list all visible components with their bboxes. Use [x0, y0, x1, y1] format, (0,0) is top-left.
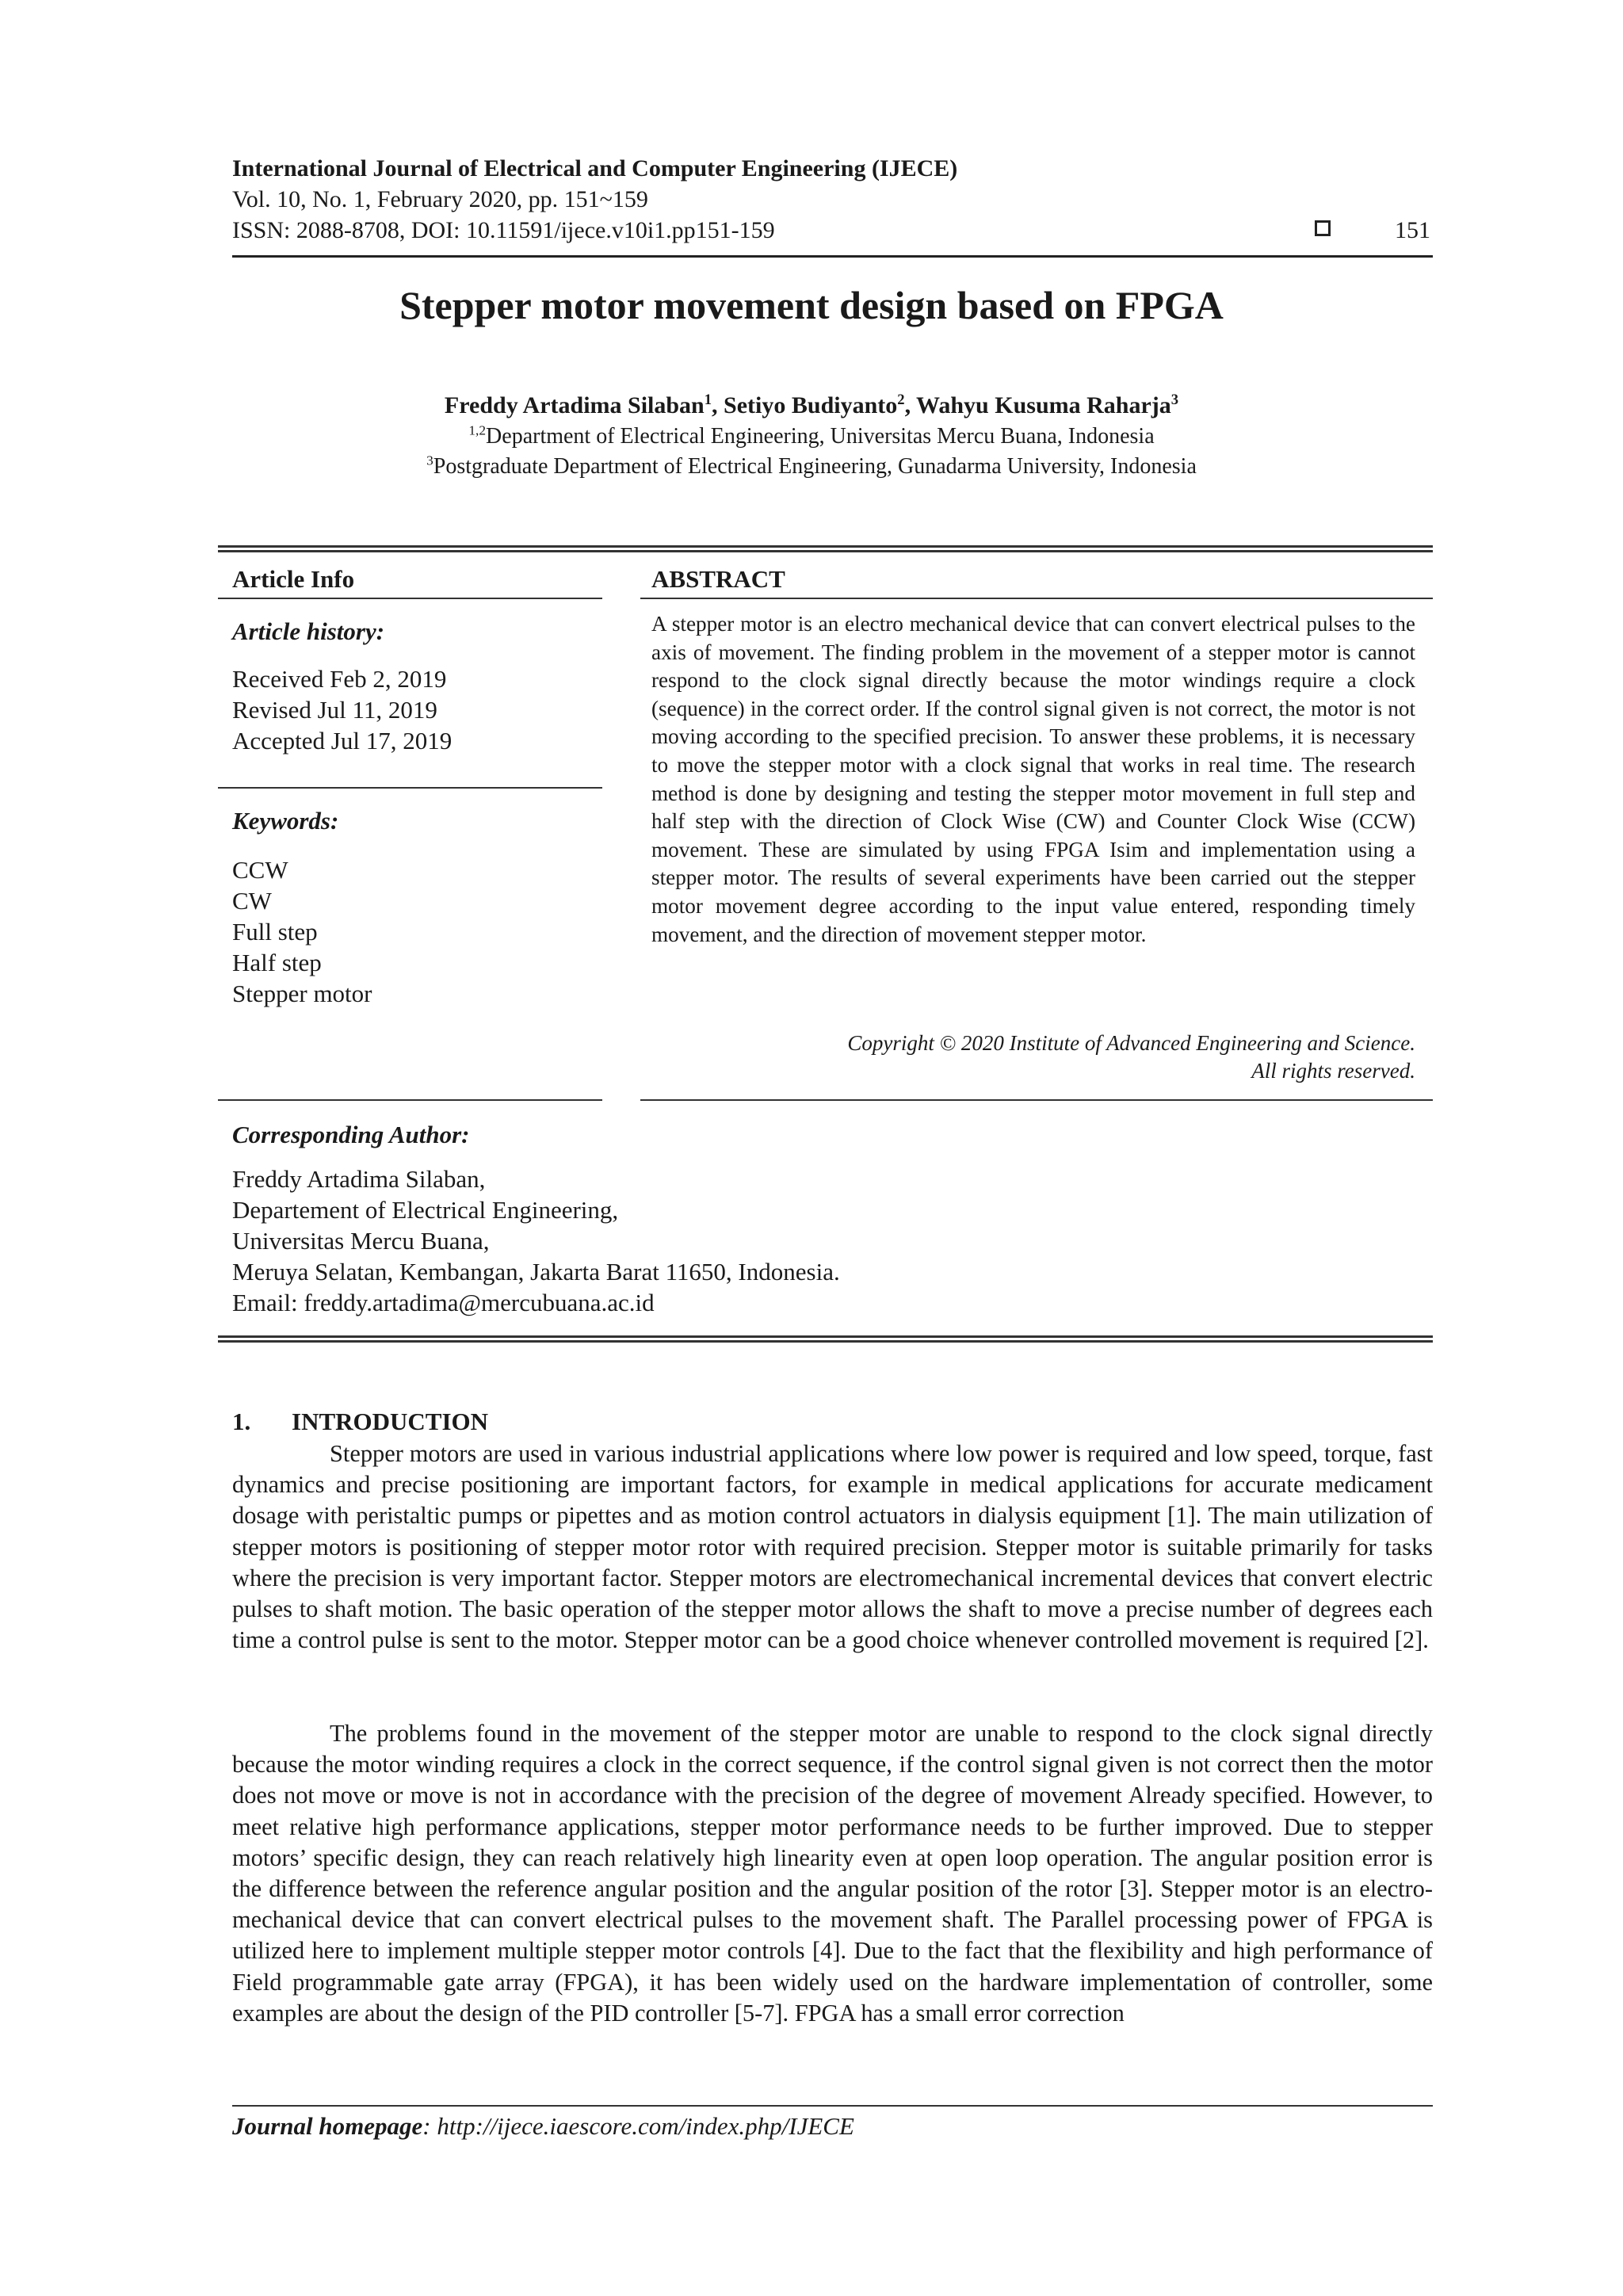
affiliation-text: Postgraduate Department of Electrical Engineering, Gunadarma University, Indonesia — [433, 454, 1197, 479]
intro-paragraph-1 — [232, 1438, 1433, 1656]
corresponding-line: Departement of Electrical Engineering, — [232, 1196, 619, 1224]
article-info-rule — [218, 598, 602, 599]
article-info-heading: Article Info — [232, 565, 355, 593]
author-sup: 1 — [704, 392, 712, 408]
affiliation-text: Department of Electrical Engineering, Universitas Mercu Buana, Indonesia — [486, 424, 1155, 449]
page-number: 151 — [1395, 217, 1430, 243]
footer-rule — [232, 2105, 1433, 2107]
homepage-link[interactable]: http://ijece.iaescore.com/index.php/IJECE — [437, 2112, 854, 2140]
section-heading — [232, 1408, 488, 1436]
keyword-item: Half step — [232, 949, 322, 976]
history-item: Accepted Jul 17, 2019 — [232, 727, 453, 755]
affiliation-sup: 1,2 — [468, 422, 487, 438]
intro-paragraph-2 — [232, 1718, 1433, 2029]
affiliation — [0, 453, 1623, 480]
keyword-item: CW — [232, 887, 272, 915]
copyright-line: Copyright © 2020 Institute of Advanced Engineering and Science. — [847, 1031, 1415, 1055]
author-name: Setiyo Budiyanto — [724, 392, 898, 418]
paragraph-text: The problems found in the movement of the stepper motor are unable to respond to the clock signal directly because the motor winding requires a clock in the correct sequence, if the control signal given is not correct then the motor does not move or move is not in accordance with the precision of the degree of movement Already specified. However, to meet relative high performance applications, stepper motor performance needs to be further improved. Due to stepper motors’ specific design, they can reach relatively high linearity even at open loop operation. The angular position error is the difference between the reference angular position and the angular position of the rotor [3]. Stepper motor is an electro-mechanical device that can convert electrical pulses to the movement shaft. The Parallel processing power of FPGA is utilized here to implement multiple stepper motor controls [4]. Due to the fact that the flexibility and high performance of Field programmable gate array (FPGA), it has been widely used on the hardware implementation of controller, some examples are about the design of the PID controller [5-7]. FPGA has a small error correction — [232, 1720, 1433, 2027]
author-sup: 2 — [897, 392, 905, 408]
homepage-label: Journal homepage — [232, 2112, 423, 2140]
author-list: Freddy Artadima Silaban$^1$, Setiyo Budiyanto$^2$, Wahyu Kusuma Raharja$^3$ — [444, 392, 1179, 418]
author-name: Wahyu Kusuma Raharja — [916, 392, 1171, 418]
corresponding-email: Email: freddy.artadima@mercubuana.ac.id — [232, 1289, 655, 1316]
author-sup: 3 — [1170, 392, 1179, 408]
corresponding-line: Meruya Selatan, Kembangan, Jakarta Barat 11650, Indonesia. — [232, 1258, 840, 1286]
abstract-bottom-rule — [640, 1099, 1433, 1101]
keyword-item: Full step — [232, 918, 318, 946]
keyword-item: CCW — [232, 856, 288, 884]
abstract-rule — [640, 598, 1433, 599]
history-item: Received Feb 2, 2019 — [232, 665, 447, 693]
corresponding-details — [232, 1163, 840, 1318]
issn-doi: ISSN: 2088-8708, DOI: 10.11591/ijece.v10i1.pp151-159 — [232, 217, 775, 243]
copyright-rights: All rights reserved. — [1251, 1059, 1415, 1083]
abstract-heading: ABSTRACT — [651, 565, 785, 593]
history-item: Revised Jul 11, 2019 — [232, 696, 437, 724]
article-history-list — [232, 663, 452, 756]
corresponding-line: Universitas Mercu Buana, — [232, 1227, 490, 1255]
info-box-top-rule — [218, 545, 1433, 552]
corresponding-heading: Corresponding Author: — [232, 1121, 470, 1148]
journal-name: International Journal of Electrical and Computer Engineering (IJECE) — [232, 155, 958, 181]
article-history-heading: Article history: — [232, 617, 385, 645]
info-bottom-rule — [218, 1099, 602, 1101]
keyword-item: Stepper motor — [232, 980, 372, 1007]
affiliation-sup: 3 — [426, 453, 433, 468]
info-box-bottom-rule — [218, 1335, 1433, 1343]
section-number: 1. — [232, 1408, 251, 1435]
section-title: INTRODUCTION — [292, 1408, 489, 1435]
paper-title: Stepper motor movement design based on FPGA — [399, 283, 1224, 327]
author-name: Freddy Artadima Silaban — [444, 392, 705, 418]
affiliation — [0, 423, 1623, 450]
paragraph-text: Stepper motors are used in various industrial applications where low power is required and low speed, torque, fast dynamics and precise positioning are important factors, for example in medical applications for accurate medicament dosage with peristaltic pumps or pipettes and as motion control actuators in dialysis equipment [1]. The main utilization of stepper motors is positioning of stepper motor rotor with required precision. Stepper motor is suitable primarily for tasks where the precision is very important factor. Stepper motors are electromechanical incremental devices that convert electric pulses to shaft motion. The basic operation of the stepper motor allows the shaft to move a precise number of degrees each time a control pulse is sent to the motor. Stepper motor can be a good choice whenever controlled movement is required [2]. — [232, 1440, 1433, 1654]
header-rule — [232, 255, 1433, 258]
corresponding-line: Freddy Artadima Silaban, — [232, 1165, 486, 1193]
journal-homepage: Journal homepage: http://ijece.iaescore.com/index.php/IJECE — [232, 2112, 854, 2140]
keywords-heading: Keywords: — [232, 807, 339, 835]
keywords-rule — [218, 787, 602, 789]
volume-info: Vol. 10, No. 1, February 2020, pp. 151~159 — [232, 186, 648, 212]
checkbox-square-icon — [1315, 220, 1331, 236]
abstract-text: A stepper motor is an electro mechanical device that can convert electrical pulses to the axis of movement. The finding problem in the movement of a stepper motor is cannot respond to the clock signal directly because the motor windings require a clock (sequence) in the correct order. If the control signal given is not correct, the motor is not moving according to the specified precision. To answer these problems, it is necessary to move the stepper motor with a clock signal that works in real time. The research method is done by designing and testing the stepper motor movement in full step and half step with the direction of Clock Wise (CW) and Counter Clock Wise (CCW) movement. These are simulated by using FPGA Isim and implementation using a stepper motor. The results of several experiments have been carried out the stepper motor movement degree according to the input value entered, responding timely movement, and the direction of movement stepper motor. — [651, 612, 1415, 946]
keywords-list — [232, 854, 372, 1009]
